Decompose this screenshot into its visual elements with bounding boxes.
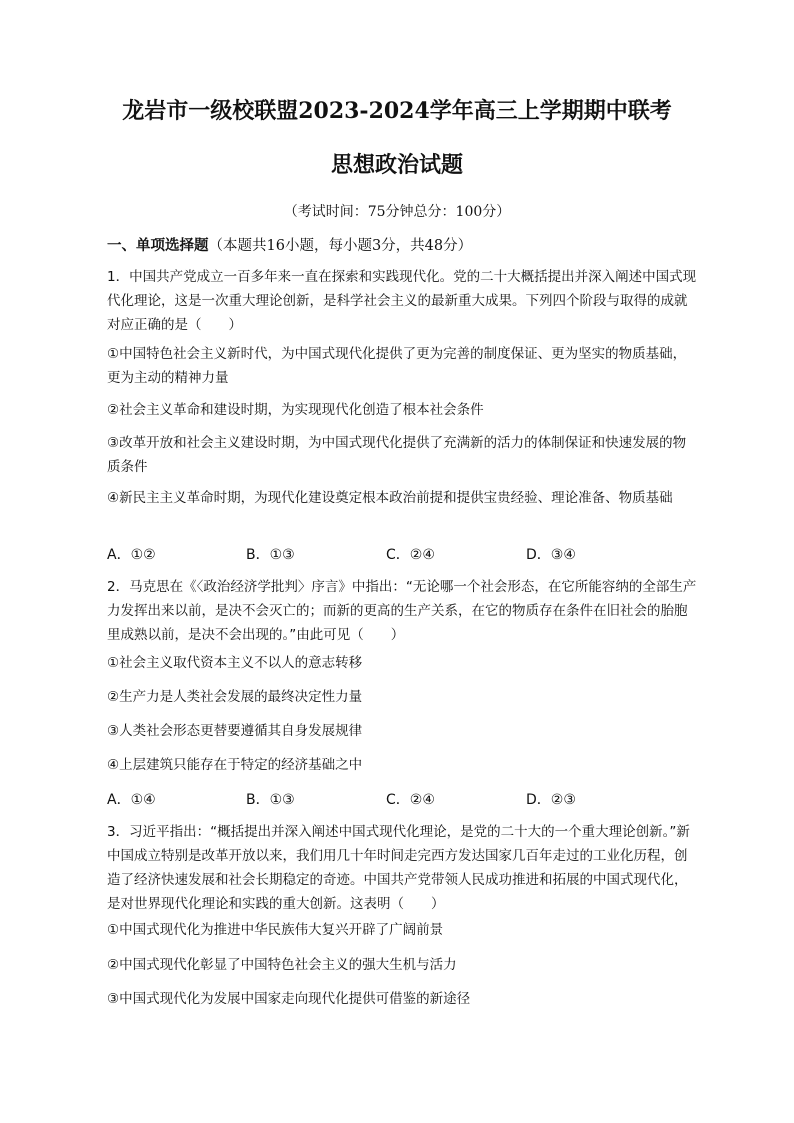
section-note: （本题共16小题，每小题3分，共48分） <box>208 238 473 254</box>
exam-info: （考试时间：75分钟总分：100分） <box>283 204 511 220</box>
question-2-item-1: ①社会主义取代资本主义不以人的意志转移 <box>107 655 363 671</box>
exam-subject: 思想政治试题 <box>330 152 463 178</box>
question-2-item-3: ③人类社会形态更替要遵循其自身发展规律 <box>107 723 363 739</box>
question-1-choice-d[interactable]: D．③④ <box>526 547 576 563</box>
exam-title: 龙岩市一级校联盟2023-2024学年高三上学期期中联考 <box>122 98 672 124</box>
question-2-choice-c[interactable]: C．②④ <box>386 792 435 808</box>
question-1-choice-b[interactable]: B．①③ <box>246 547 295 563</box>
question-3-item-1: ①中国式现代化为推进中华民族伟大复兴开辟了广阔前景 <box>107 922 444 938</box>
section-heading <box>107 236 472 256</box>
question-1-choice-a[interactable]: A．①② <box>107 547 156 563</box>
question-1-stem: 1．中国共产党成立一百多年来一直在探索和实践现代化。党的二十大概括提出并深入阐述中国式现代化理论，这是一次重大理论创新，是科学社会主义的最新重大成果。下列四个阶段与取得的成就对应正确的是（ ） <box>107 269 697 333</box>
question-2-item-2: ②生产力是人类社会发展的最终决定性力量 <box>107 689 363 705</box>
question-1-item-3: ③改革开放和社会主义建设时期，为中国式现代化提供了充满新的活力的体制保证和快速发展的物质条件 <box>107 435 687 475</box>
section-title: 一、单项选择题 <box>107 237 209 254</box>
question-2-choice-b[interactable]: B．①③ <box>246 792 295 808</box>
question-2-item-4: ④上层建筑只能存在于特定的经济基础之中 <box>107 757 363 773</box>
question-1-item-4: ④新民主主义革命时期，为现代化建设奠定根本政治前提和提供宝贵经验、理论准备、物质基础 <box>107 490 673 506</box>
question-1-choice-c[interactable]: C．②④ <box>386 547 435 563</box>
question-3-item-2: ②中国式现代化彰显了中国特色社会主义的强大生机与活力 <box>107 957 457 973</box>
question-3-item-3: ③中国式现代化为发展中国家走向现代化提供可借鉴的新途径 <box>107 991 471 1007</box>
question-2-choice-a[interactable]: A．①④ <box>107 792 156 808</box>
question-2-stem: 2．马克思在《〈政治经济学批判〉序言》中指出：“无论哪一个社会形态，在它所能容纳的全部生产力发挥出来以前，是决不会灭亡的；而新的更高的生产关系，在它的物质存在条件在旧社会的胎胞里成熟以前，是决不会出现的。”由此可见（ ） <box>107 579 697 643</box>
question-3-stem: 3．习近平指出：“概括提出并深入阐述中国式现代化理论，是党的二十大的一个重大理论创新。”新中国成立特别是改革开放以来，我们用几十年时间走完西方发达国家几百年走过的工业化历程，创造了经济快速发展和社会长期稳定的奇迹。中国共产党带领人民成功推进和拓展的中国式现代化，是对世界现代化理论和实践的重大创新。这表明（ ） <box>107 824 690 912</box>
question-1-item-2: ②社会主义革命和建设时期，为实现现代化创造了根本社会条件 <box>107 402 484 418</box>
question-1-item-1: ①中国特色社会主义新时代，为中国式现代化提供了更为完善的制度保证、更为坚实的物质基础，更为主动的精神力量 <box>107 346 687 386</box>
question-2-choice-d[interactable]: D．②③ <box>526 792 576 808</box>
